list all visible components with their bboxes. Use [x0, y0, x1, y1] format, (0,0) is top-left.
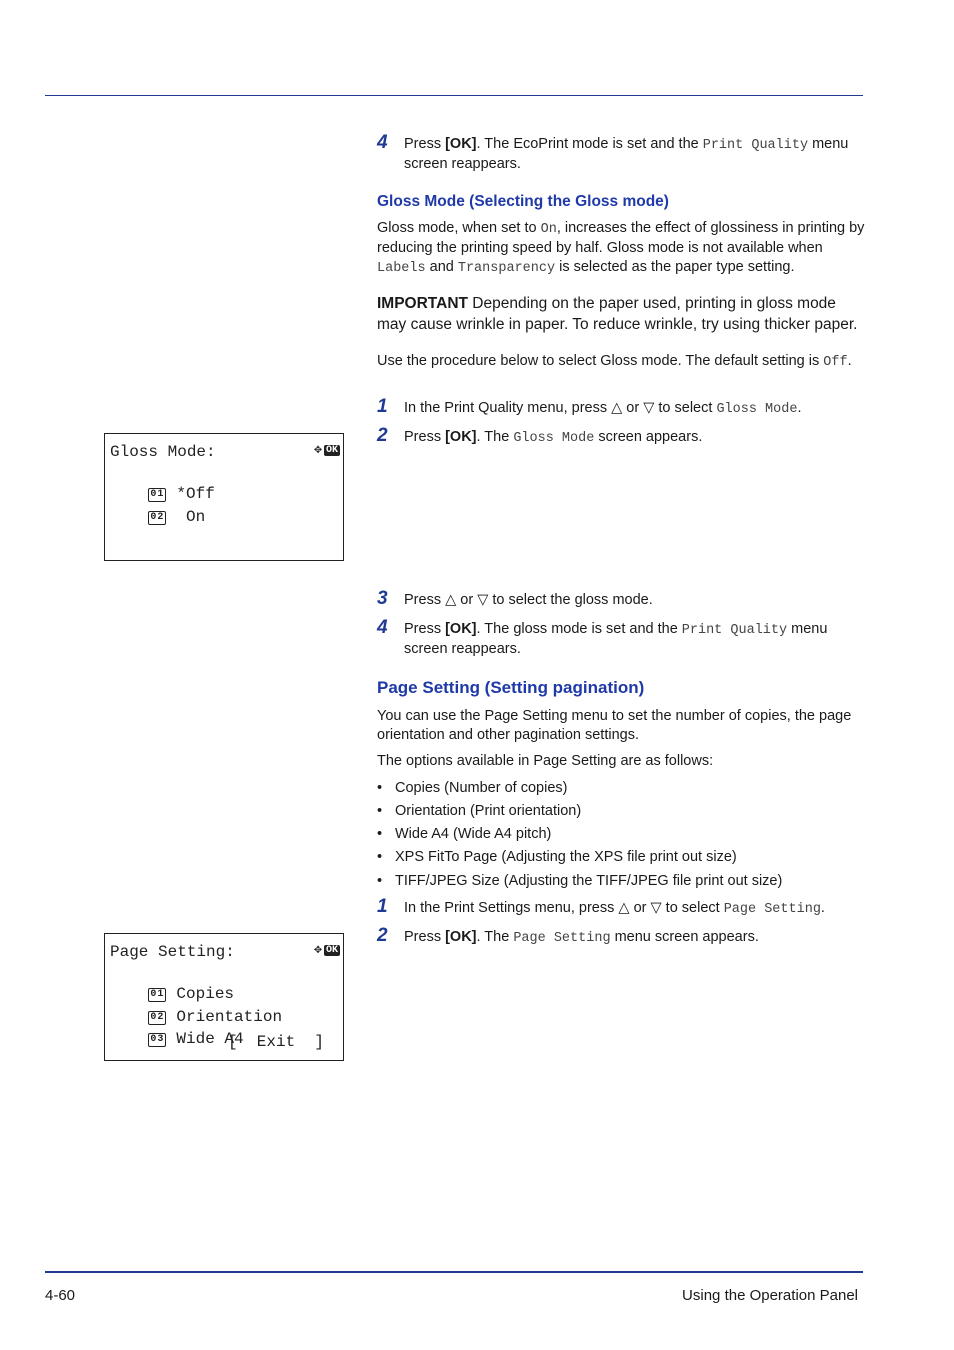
lcd-option-copies: 01 Copies: [150, 985, 235, 1003]
step-number: 1: [377, 896, 388, 917]
lcd-option-orientation: 02 Orientation: [150, 1008, 283, 1026]
gloss-description: Gloss mode, when set to On, increases the effect of glossiness in printing by reducing the printing speed by half. Gloss mode is not available when Labels and Transparency is selected as the paper type setting.: [377, 220, 865, 276]
key-icon: 01: [150, 989, 165, 1000]
key-icon: 02: [150, 512, 165, 523]
page-number: 4-60: [45, 1287, 76, 1304]
lcd-exit-softkey: [ Exit ]: [228, 1033, 325, 1051]
lcd-option-off: 01 *Off: [150, 485, 215, 503]
four-way-arrow-icon: ✥: [314, 442, 322, 457]
list-item: • TIFF/JPEG Size (Adjusting the TIFF/JPEG file print out size): [377, 873, 783, 889]
step-text: Press [OK]. The Gloss Mode screen appears.: [404, 429, 703, 446]
important-note: IMPORTANT Depending on the paper used, printing in gloss mode may cause wrinkle in paper. To reduce wrinkle, try using thicker paper.: [377, 295, 858, 333]
footer-section-title: Using the Operation Panel: [682, 1287, 858, 1304]
step-number: 2: [377, 925, 388, 946]
step-text: Press △ or ▽ to select the gloss mode.: [404, 592, 653, 608]
gloss-procedure-intro: Use the procedure below to select Gloss mode. The default setting is Off.: [377, 353, 852, 370]
key-icon: 02: [150, 1012, 165, 1023]
step-text: In the Print Settings menu, press △ or ▽ to select Page Setting.: [404, 900, 825, 917]
footer-rule: [45, 1271, 863, 1273]
lcd-screen-gloss-mode: [104, 433, 344, 561]
key-icon: 03: [150, 1034, 165, 1045]
lcd-nav-icons: [314, 442, 340, 457]
lcd-option-wide-a4: 03 Wide A4: [150, 1030, 244, 1048]
step-text: Press [OK]. The Page Setting menu screen appears.: [404, 929, 759, 946]
section-heading-page-setting: Page Setting (Setting pagination): [377, 678, 645, 697]
page-setting-options-intro: The options available in Page Setting are as follows:: [377, 753, 714, 769]
lcd-title: Gloss Mode:: [110, 443, 216, 461]
lcd-option-on: 02 On: [150, 508, 206, 526]
step-number: 1: [377, 396, 388, 417]
ok-key-icon: OK: [325, 945, 338, 956]
list-item: • Copies (Number of copies): [377, 780, 568, 796]
key-icon: 01: [150, 489, 165, 500]
section-heading-gloss: Gloss Mode (Selecting the Gloss mode): [377, 193, 669, 210]
list-item: • XPS FitTo Page (Adjusting the XPS file print out size): [377, 849, 737, 865]
step-number: 2: [377, 425, 388, 446]
step-number: 3: [377, 588, 388, 609]
header-rule: [45, 95, 863, 96]
step-text: Press [OK]. The gloss mode is set and the Print Quality menu screen reappears.: [404, 621, 828, 657]
lcd-title: Page Setting:: [110, 943, 235, 961]
list-item: • Orientation (Print orientation): [377, 803, 582, 819]
step-number: 4: [377, 617, 388, 638]
page-setting-description: You can use the Page Setting menu to set the number of copies, the page orientation and other pagination settings.: [377, 708, 852, 743]
step-text: Press [OK]. The EcoPrint mode is set and the Print Quality menu screen reappears.: [404, 136, 849, 172]
list-item: • Wide A4 (Wide A4 pitch): [377, 826, 552, 842]
four-way-arrow-icon: ✥: [314, 942, 322, 957]
lcd-screen-page-setting: [104, 933, 344, 1061]
step-number: 4: [377, 132, 388, 153]
ok-key-icon: OK: [325, 445, 338, 456]
lcd-nav-icons: [314, 942, 340, 957]
step-text: In the Print Quality menu, press △ or ▽ to select Gloss Mode.: [404, 400, 802, 417]
